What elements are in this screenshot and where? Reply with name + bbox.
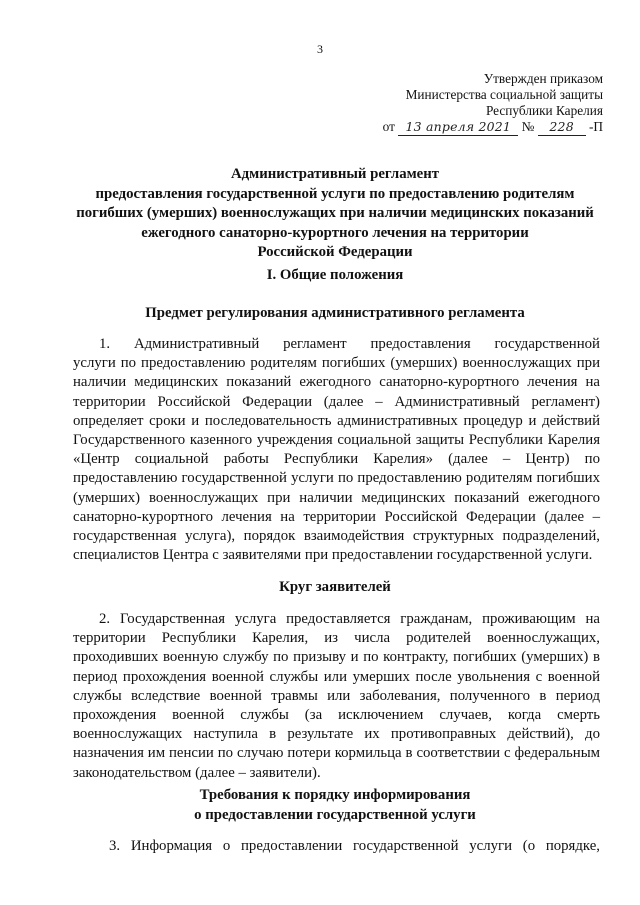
- subsection-heading: Круг заявителей: [279, 579, 391, 595]
- subsection-heading: Предмет регулирования административного регламента: [145, 305, 525, 321]
- approval-line-1: Утвержден приказом: [483, 71, 603, 86]
- number-suffix: -П: [588, 119, 603, 134]
- page-number: 3: [317, 42, 323, 56]
- paragraph-3-first-line: [73, 837, 600, 856]
- p3-word: (о: [522, 838, 536, 854]
- section-heading: I. Общие положения: [266, 267, 404, 283]
- p3-word: предоставлении: [241, 838, 343, 854]
- title-line-1: Административный регламент: [230, 166, 440, 182]
- approval-stamp-block: [383, 71, 603, 136]
- p3-word: услуги: [469, 838, 513, 854]
- p1-word: предоставления: [370, 336, 471, 352]
- paragraph-3: [73, 837, 600, 856]
- date-prefix: от: [382, 119, 395, 134]
- paragraph-2-body: 2. Государственная услуга предоставляется гражданам, проживающим на территории Республики Карелия, из числа родителей военнослужащих, проходивших военную службу по призыву и по контракту, погибших (умерших) в период прохождения военной службы или умерших после увольнения с военной службы вследствие военной травмы или заболевания, полученного в период прохождения военной службы (за исключением случаев, когда смерть военнослужащих наступила в результате их противоправных действий), до назначения им пенсии по случаю потери кормильца в соответствии с федеральным законодательством (далее – заявители).: [73, 611, 600, 781]
- subsection-heading-line-1: Требования к порядку информирования: [199, 787, 471, 803]
- p3-word: Информация: [130, 838, 213, 854]
- paragraph-2: [73, 610, 600, 783]
- paragraph-1-number: 1.: [99, 336, 111, 352]
- handwritten-number: 228: [538, 119, 586, 136]
- number-label: №: [521, 119, 535, 134]
- title-line-4: ежегодного санаторно-курортного лечения на территории: [141, 224, 529, 241]
- title-line-2: предоставления государственной услуги по предоставлению родителям: [95, 185, 575, 202]
- p3-word: государственной: [353, 838, 459, 854]
- document-title: [70, 165, 600, 263]
- paragraph-1-body: услуги по предоставлению родителям погибших (умерших) военнослужащих при наличии медицинских показаний ежегодного санаторно-курортного лечения на территории Российской Федерации (далее – Административный регламент) определяет сроки и последовательность административных процедур и действий Государственного казенного учреждения социальной защиты Республики Карелия «Центр социальной работы Республики Карелия» (далее – Центр) по предоставлению государственной услуги по предоставлению родителям погибших (умерших) военнослужащих при наличии медицинских показаний ежегодного санаторно-курортного лечения на территории Российской Федерации (далее – государственная услуга), порядок взаимодействия структурных подразделений, специалистов Центра с заявителями при предоставлении государственной услуги.: [73, 355, 600, 564]
- p3-word: порядке,: [545, 838, 600, 854]
- paragraph-1: [73, 335, 600, 565]
- subsection-heading: [70, 786, 600, 825]
- paragraph-3-number: 3.: [109, 838, 121, 854]
- approval-date-line: [383, 119, 603, 136]
- subsection-heading-line-2: о предоставлении государственной услуги: [194, 806, 476, 823]
- p1-word: государственной: [494, 336, 600, 352]
- approval-line-2: Министерства социальной защиты: [405, 87, 603, 102]
- title-line-3: погибших (умерших) военнослужащих при наличии медицинских показаний: [76, 205, 594, 221]
- paragraph-1-first-line: [73, 335, 600, 354]
- p1-word: Административный: [133, 336, 260, 352]
- p3-word: о: [222, 838, 231, 854]
- handwritten-date: 13 апреля 2021: [398, 119, 518, 136]
- approval-line-3: Республики Карелия: [485, 103, 603, 118]
- title-line-5: Российской Федерации: [257, 244, 413, 260]
- p1-word: регламент: [283, 336, 347, 352]
